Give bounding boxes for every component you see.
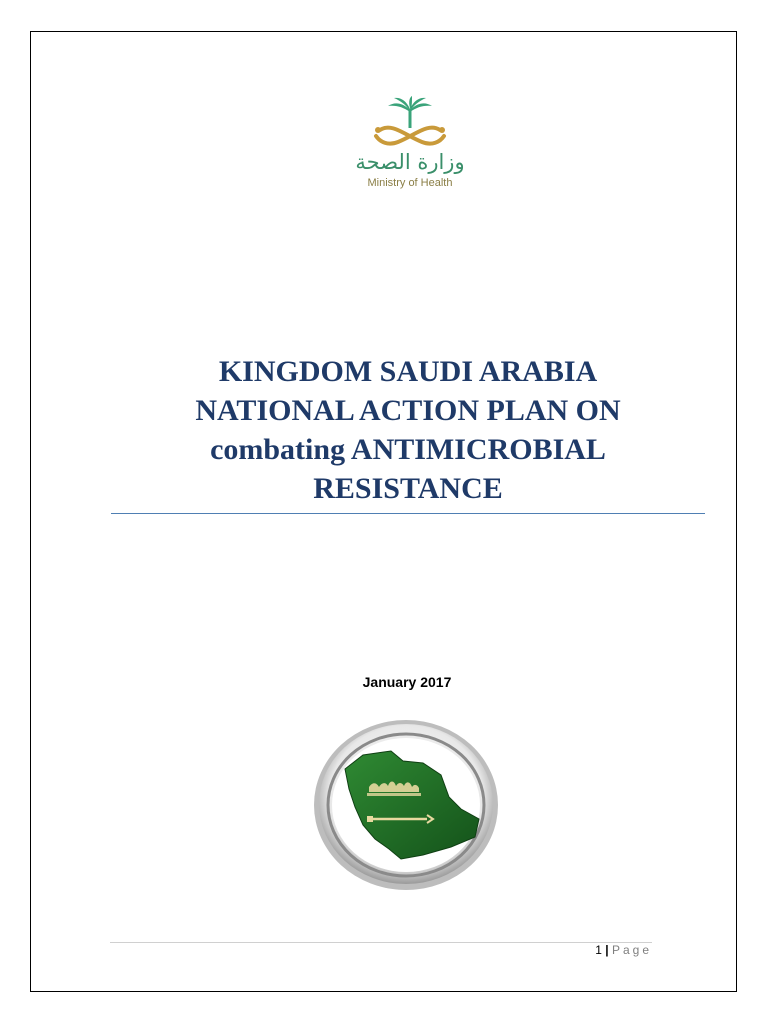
document-title	[110, 352, 706, 508]
title-line-4: RESISTANCE	[313, 472, 503, 505]
page-footer	[540, 943, 652, 957]
logo-english-text: Ministry of Health	[367, 177, 453, 189]
title-line-3: combating ANTIMICROBIAL	[210, 433, 606, 466]
saudi-map-emblem	[311, 717, 501, 898]
page-number: 1	[595, 943, 602, 957]
ministry-of-health-logo	[352, 96, 468, 196]
title-line-2: NATIONAL ACTION PLAN ON	[195, 394, 621, 427]
page-label: Page	[611, 943, 652, 957]
palm-and-swords-icon	[366, 96, 454, 150]
footer-separator: |	[605, 943, 609, 957]
title-line-1: KINGDOM SAUDI ARABIA	[218, 355, 598, 388]
title-underline	[111, 513, 705, 514]
logo-arabic-text: وزارة الصحة	[355, 150, 465, 174]
saudi-flag-map-icon	[311, 717, 501, 893]
document-date: January 2017	[362, 674, 452, 690]
